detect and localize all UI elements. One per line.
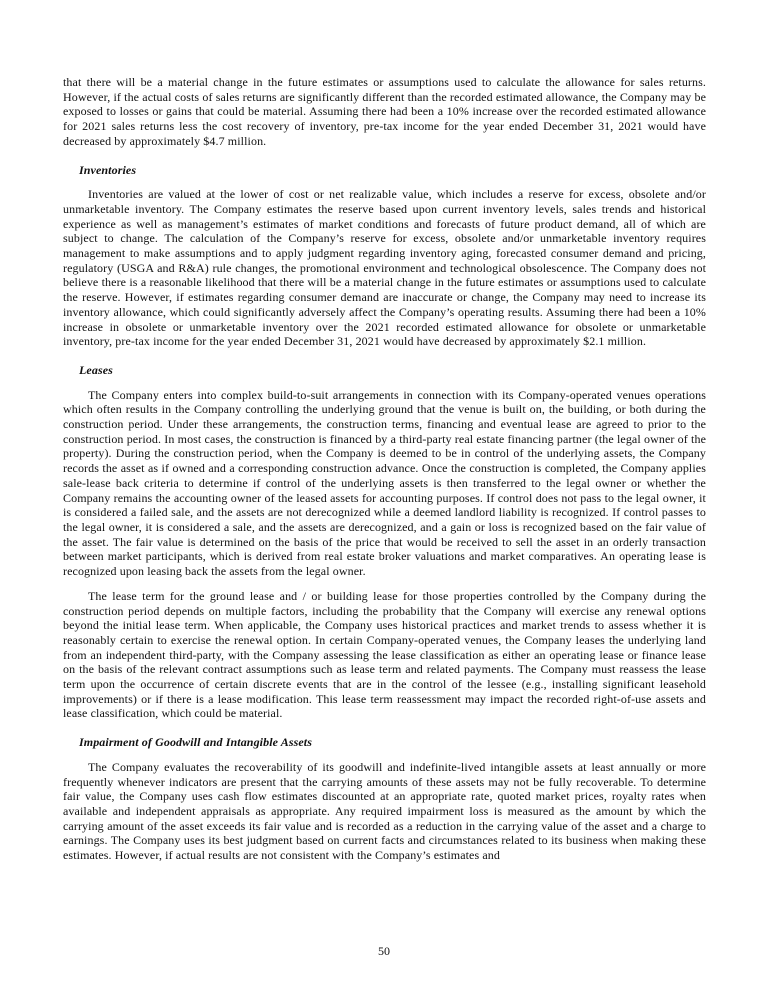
paragraph-lease-term: The lease term for the ground lease and / or building lease for those properties controlled by the Company during the construction period depends on multiple factors, including the probability that the Company will exercise any renewal options beyond the initial lease term. When applicable, the Company uses historical practices and market trends to assess whether it is reasonably certain to exercise the renewal option. In certain Company-operated venues, the Company leases the underlying land from an independent third-party, with the Company assessing the lease classification as either an operating lease or finance lease on the basis of the relevant contract assumptions such as lease term and related payments. The Company must reassess the lease term upon the occurrence of certain discrete events that are in the control of the lessee (e.g., installing significant leasehold improvements) or if there is a lease modification. This lease term reassessment may impact the recorded right-of-use assets and lease classification, which could be material.: [63, 588, 706, 721]
section-heading-leases: Leases: [79, 362, 113, 377]
paragraph-sales-returns-continuation: that there will be a material change in the future estimates or assumptions used to calculate the allowance for sales returns. However, if the actual costs of sales returns are significantly different than the recorded estimated allowance, the Company may be exposed to losses or gains that could be material. Assuming there had been a 10% increase over the recorded estimated allowance for 2021 sales returns less the cost recovery of inventory, pre-tax income for the year ended December 31, 2021 would have decreased by approximately $4.7 million.: [63, 75, 706, 148]
paragraph-leases-build-to-suit: The Company enters into complex build-to-suit arrangements in connection with its Company-operated venues operations which often results in the Company controlling the underlying ground that the venue is built on, the building, or both during the construction period. Under these arrangements, the construction terms, financing and eventual lease are agreed to prior to the construction period. In most cases, the construction is financed by a third-party real estate financing partner (the legal owner of the property). During the construction period, when the Company is deemed to be in control of the underlying assets, the Company records the asset as if owned and a corresponding construction advance. Once the construction is completed, the Company applies sale-lease back criteria to determine if control of the underlying assets is then transferred to the legal owner or whether the Company remains the accounting owner of the leased assets for accounting purposes. If control does not pass to the legal owner, it is considered a failed sale, and the assets are not derecognized while a deemed landlord liability is recognized. If control passes to the legal owner, it is considered a sale, and the assets are derecognized, and a gain or loss is recognized based on the fair value of the asset. The fair value is determined on the basis of the price that would be received to sell the asset in an orderly transaction between market participants, which is derived from real estate broker valuations and market comparatives. An operating lease is recognized upon leasing back the assets from the legal owner.: [63, 387, 706, 579]
section-heading-inventories: Inventories: [79, 162, 137, 177]
paragraph-inventories: Inventories are valued at the lower of cost or net realizable value, which includes a reserve for excess, obsolete and/or unmarketable inventory. The Company estimates the reserve based upon current inventory levels, sales trends and historical experience as well as management’s estimates of market conditions and forecasts of future product demand, all of which are subject to change. The calculation of the Company’s reserve for excess, obsolete and/or unmarketable inventory requires management to make assumptions and to apply judgment regarding inventory aging, forecasted consumer demand and pricing, regulatory (USGA and R&A) rule changes, the promotional environment and technological obsolescence. The Company does not believe there is a reasonable likelihood that there will be a material change in the future estimates or assumptions used to calculate the reserve. However, if estimates regarding consumer demand are inaccurate or change, the Company may need to increase its inventory allowance, which could significantly adversely affect the Company’s operating results. Assuming there had been a 10% increase in obsolete or unmarketable inventory over the 2021 recorded estimated allowance for obsolete or unmarketable inventory, pre-tax income for the year ended December 31, 2021 would have decreased by approximately $2.1 million.: [63, 187, 706, 349]
page-number: 50: [378, 944, 390, 958]
paragraph-goodwill-impairment: The Company evaluates the recoverability of its goodwill and indefinite-lived intangible assets at least annually or more frequently whenever indicators are present that the carrying amounts of these assets may not be fully recoverable. To determine fair value, the Company uses cash flow estimates discounted at an appropriate rate, quoted market prices, royalty rates when available and independent appraisals as appropriate. Any required impairment loss is measured as the amount by which the carrying amount of the asset exceeds its fair value and is recorded as a reduction in the carrying value of the asset and a charge to earnings. The Company uses its best judgment based on current facts and circumstances related to its business when making these estimates. However, if actual results are not consistent with the Company’s estimates and: [63, 759, 706, 863]
section-heading-impairment-goodwill: Impairment of Goodwill and Intangible Assets: [79, 735, 312, 750]
page-content: [63, 75, 706, 863]
